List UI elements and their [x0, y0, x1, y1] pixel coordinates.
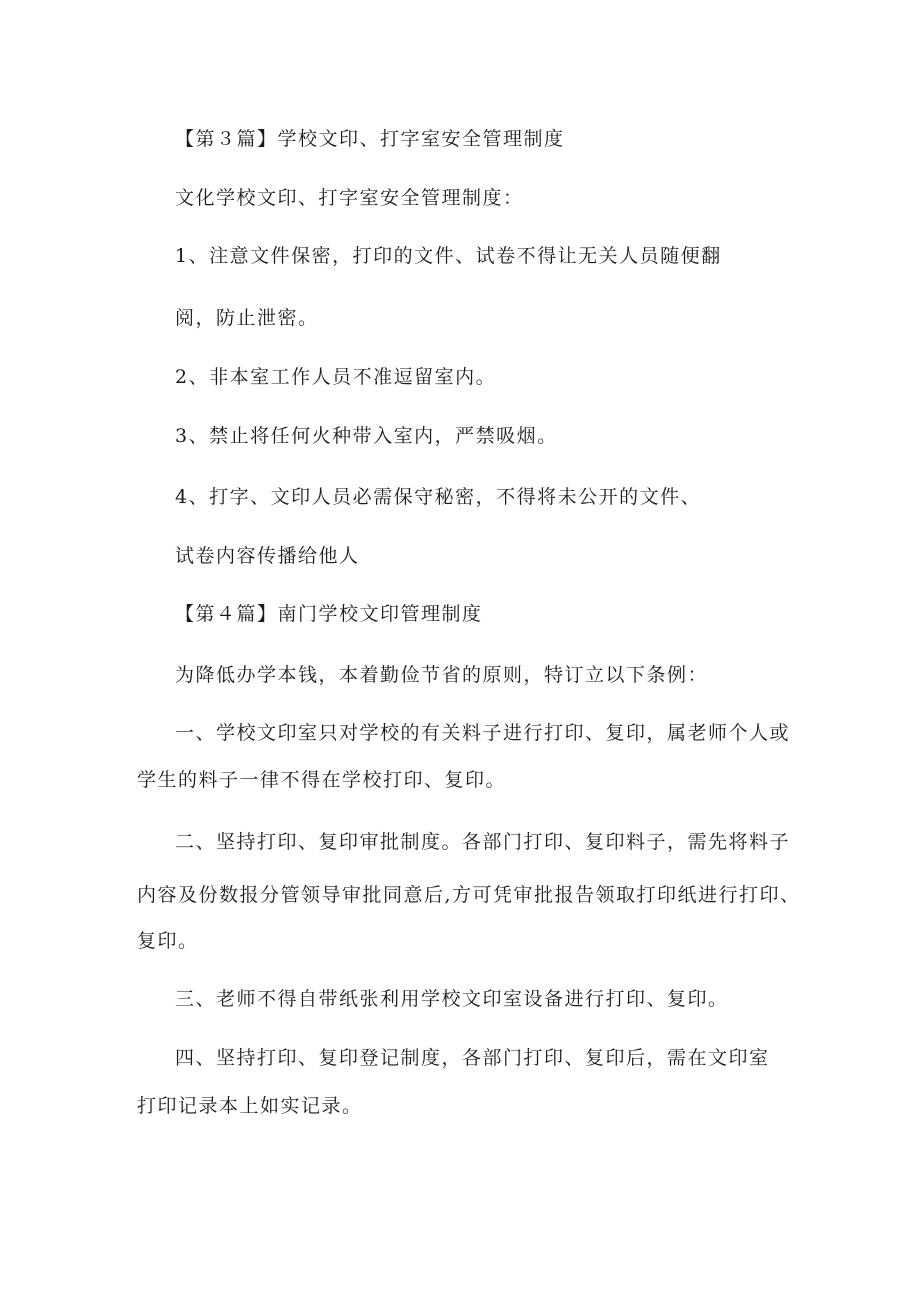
item-1-line-1: 一、学校文印室只对学校的有关料子进行打印、复印，属老师个人或: [175, 722, 791, 744]
item-4-line-1: 四、坚持打印、复印登记制度，各部门打印、复印后，需在文印室: [175, 1047, 770, 1069]
rule-1-line-2: 阅，防止泄密。: [175, 307, 319, 329]
item-2-line-3: 复印。: [137, 930, 199, 952]
item-3: 三、老师不得自带纸张利用学校文印室设备进行打印、复印。: [175, 988, 729, 1010]
item-2-line-2: 内容及份数报分管领导审批同意后,方可凭审批报告领取打印纸进行打印、: [137, 884, 801, 906]
item-2-line-1: 二、坚持打印、复印审批制度。各部门打印、复印料子，需先将料子: [175, 831, 791, 853]
rule-2: 2、非本室工作人员不准逗留室内。: [175, 366, 497, 388]
rule-4-line-2: 试卷内容传播给他人: [175, 545, 360, 567]
rule-1-line-1: 1、注意文件保密，打印的文件、试卷不得让无关人员随便翻: [175, 245, 722, 267]
item-1-line-2: 学生的料子一律不得在学校打印、复印。: [137, 769, 507, 791]
item-4-line-2: 打印记录本上如实记录。: [137, 1095, 363, 1117]
section-3-heading: 【第３篇】学校文印、打字室安全管理制度: [175, 128, 565, 150]
rule-3: 3、禁止将任何火种带入室内，严禁吸烟。: [175, 425, 558, 447]
section-4-intro: 为降低办学本钱，本着勤俭节省的原则，特订立以下条例：: [175, 664, 709, 686]
section-3-intro: 文化学校文印、打字室安全管理制度：: [175, 187, 524, 209]
rule-4-line-1: 4、打字、文印人员必需保守秘密，不得将未公开的文件、: [175, 486, 702, 508]
section-4-heading: 【第４篇】南门学校文印管理制度: [175, 603, 483, 625]
